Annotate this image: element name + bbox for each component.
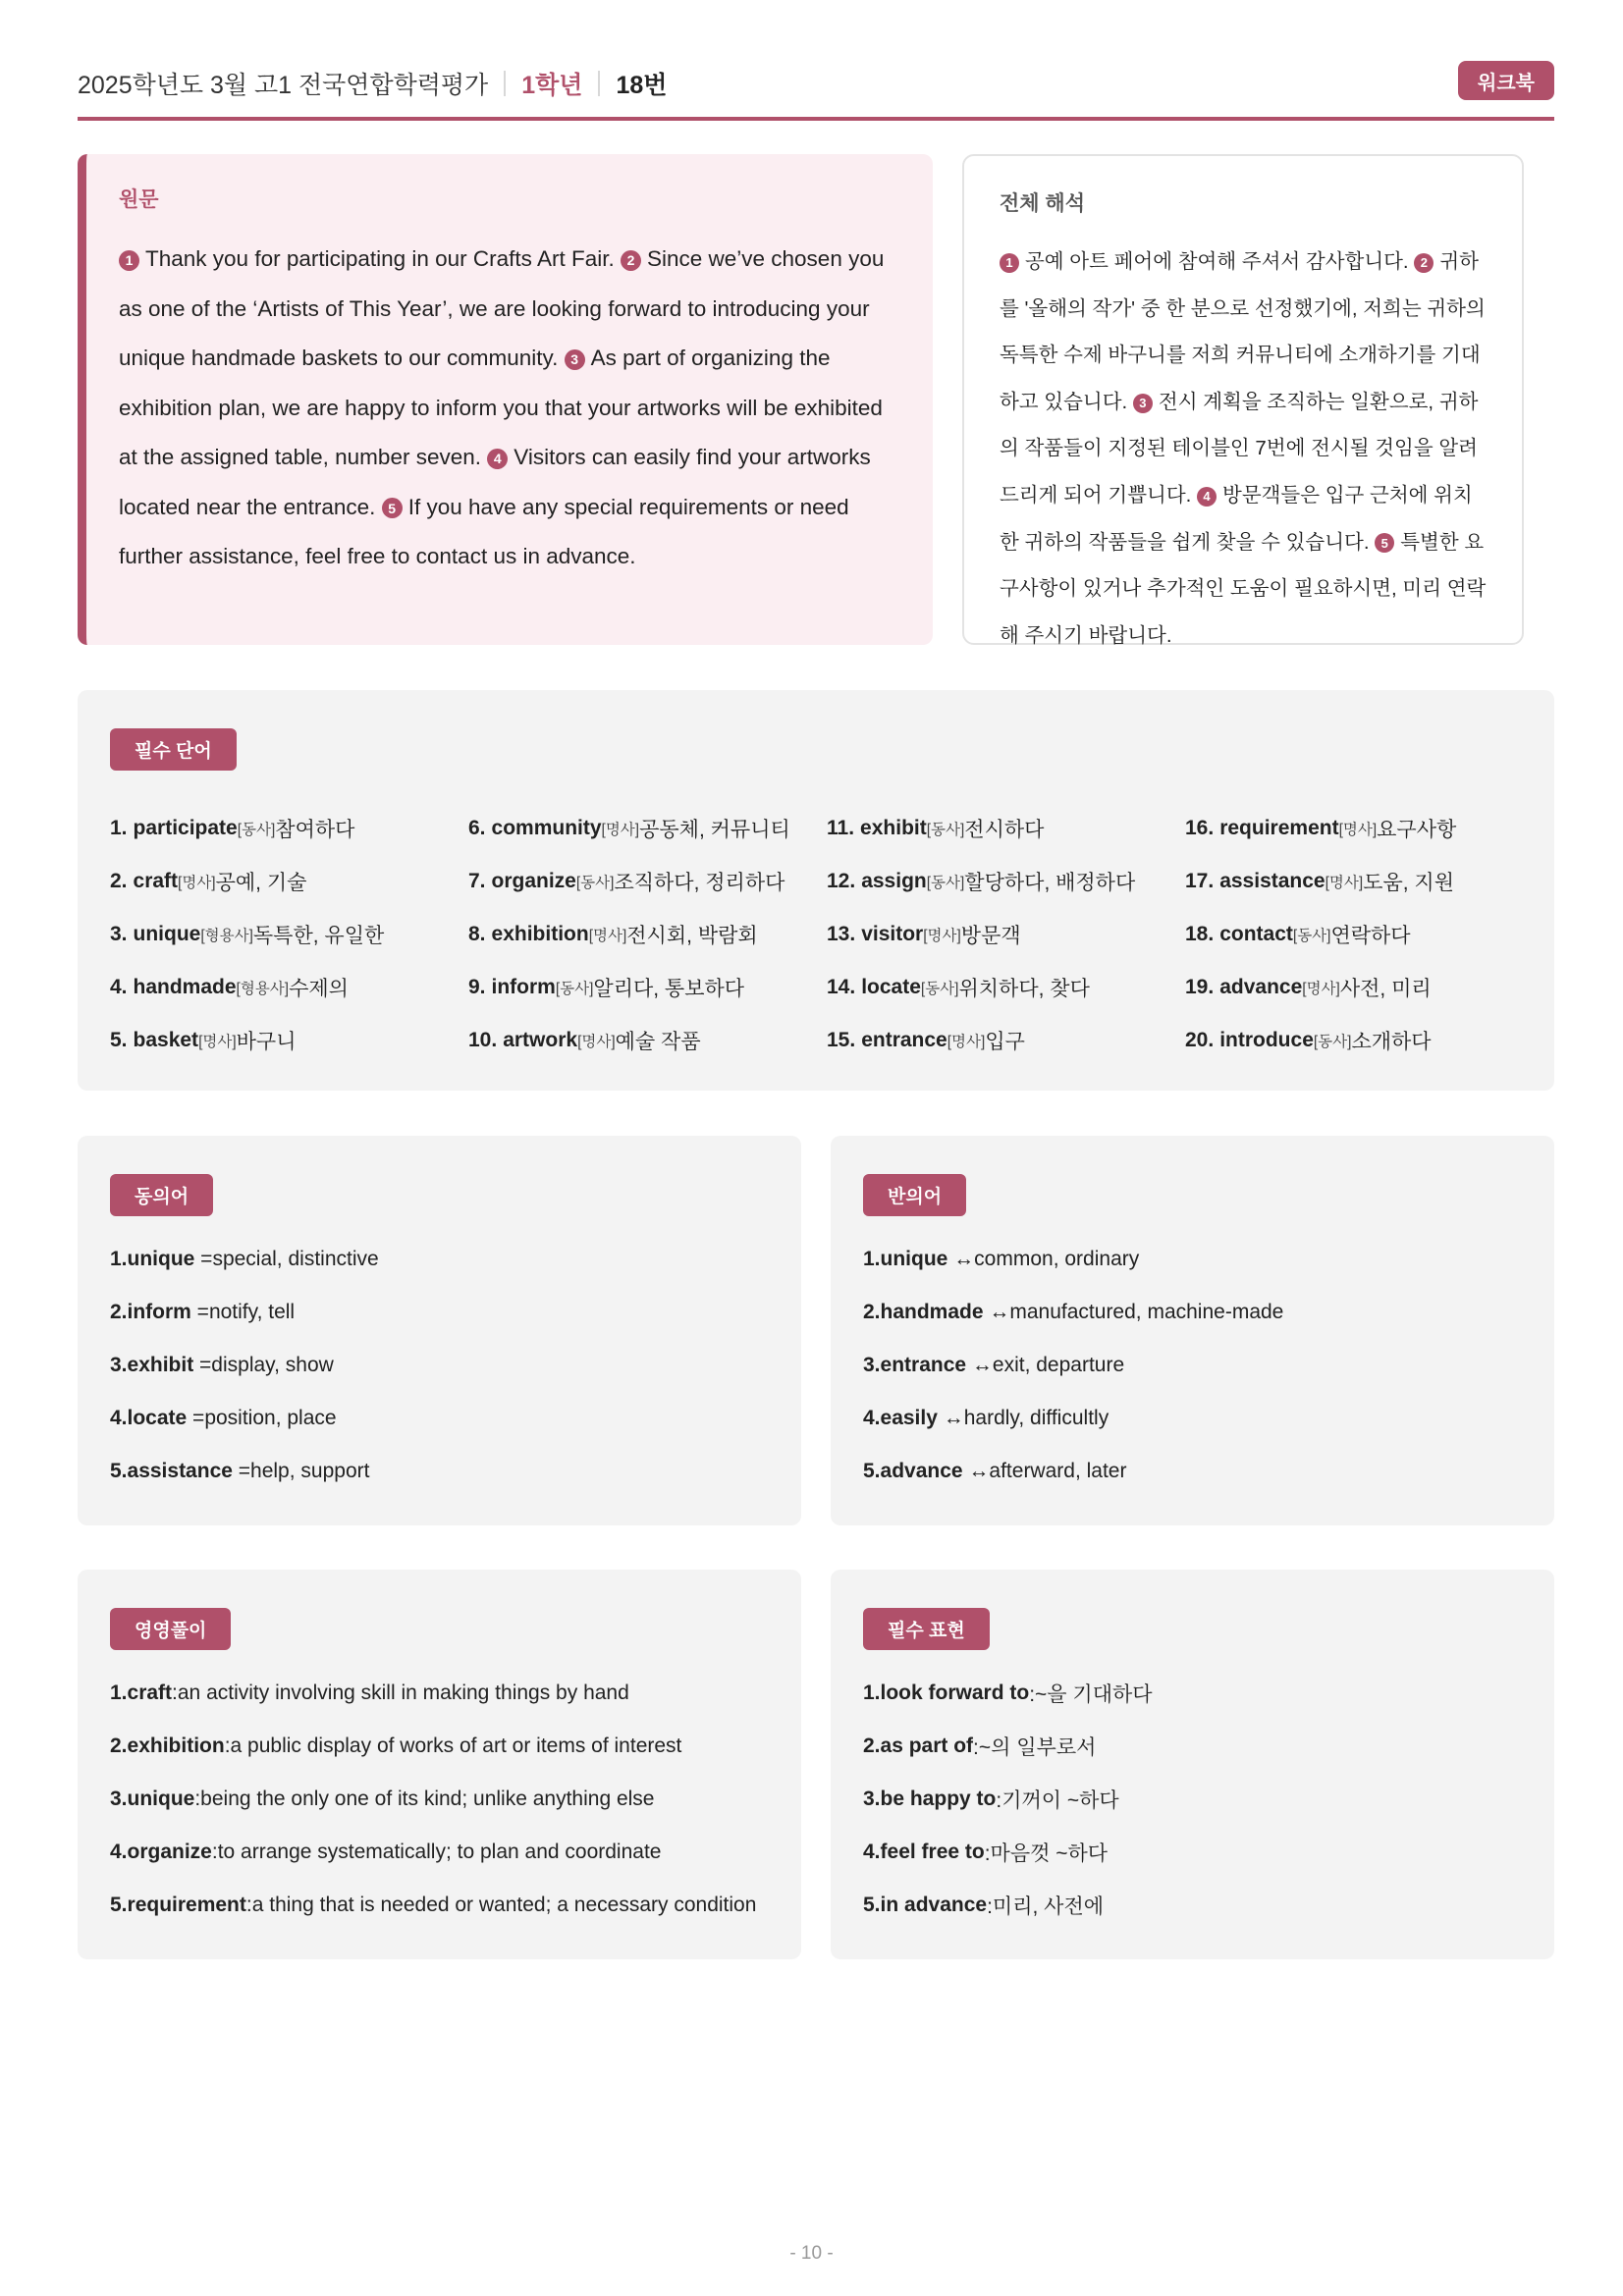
vocab-pos: [동사] [926,822,965,838]
item-relation: :a thing that is needed or wanted; a necessary condition [245,1894,757,1916]
item-relation: =help, support [232,1460,370,1482]
vocab-word: assistance [1219,870,1325,892]
original-sentence: Since we’ve chosen you as one of the ‘Artists of This Year’, we are looking forward to introducing your unique handmade baskets to our community. [119,246,885,370]
vocab-pos: [명사] [1302,981,1340,997]
item-relation: ↔afterward, later [962,1460,1127,1482]
vocab-item [110,855,468,908]
workbook-badge: 워크북 [1458,61,1554,100]
vocab-word: requirement [1219,817,1339,839]
definitions-item [110,1720,756,1773]
item-relation: =notify, tell [190,1301,296,1323]
item-relation: =display, show [193,1354,334,1376]
item-term: look forward to [880,1682,1030,1704]
item-number: 2. [863,1735,881,1757]
item-relation: :a public display of works of art or items of interest [224,1735,682,1757]
vocab-item [1185,855,1543,908]
vocab-pos: [명사] [178,875,216,891]
vocab-number: 4. [110,976,128,998]
vocab-meaning: 공동체, 커뮤니티 [639,819,790,841]
vocab-pos: [동사] [575,875,615,891]
item-term: exhibition [127,1735,225,1757]
vocab-pos: [명사] [198,1034,237,1050]
translation-sentence: 공예 아트 페어에 참여해 주셔서 감사합니다. [1025,250,1415,273]
vocab-meaning: 예술 작품 [615,1031,701,1053]
translation-sentence: 전시 계획을 조직하는 일환으로, 귀하의 작품들이 지정된 테이블인 7번에 전시될 것임을 알려드리게 되어 기쁩니다. [1000,390,1479,507]
vocab-word: locate [861,976,921,998]
definitions-item [110,1773,756,1826]
header-rule [78,117,1554,121]
item-term: exhibit [127,1354,194,1376]
item-term: locate [127,1407,188,1429]
original-sentence: As part of organizing the exhibition plan, we are happy to inform you that your artworks will be exhibited at the assigned table, number seven. [119,346,883,469]
vocab-word: participate [133,817,238,839]
vocab-word: craft [133,870,179,892]
original-passage [119,235,899,582]
sentence-number-badge: 2 [621,250,641,271]
vocab-meaning: 전시회, 박람회 [626,925,758,947]
item-number: 3. [110,1788,128,1810]
vocab-word: inform [491,976,556,998]
vocab-grid [110,802,1543,1067]
vocab-meaning: 바구니 [236,1031,297,1053]
vocab-pos: [명사] [923,928,961,944]
item-relation: :마음껏 ~하다 [984,1842,1109,1865]
divider [598,71,600,96]
antonyms-item [863,1233,1283,1286]
vocab-meaning: 위치하다, 찾다 [958,978,1090,1000]
vocab-pos: [동사] [1292,928,1331,944]
translation-sentence: 귀하를 '올해의 작가' 중 한 분으로 선정했기에, 저희는 귀하의 독특한 수제 바구니를 저희 커뮤니티에 소개하기를 기대하고 있습니다. [1000,250,1486,413]
vocab-pos: [동사] [920,981,959,997]
vocab-number: 9. [468,976,486,998]
antonyms-item [863,1392,1283,1445]
vocab-item [468,961,827,1014]
vocab-meaning: 공예, 기술 [215,872,307,894]
vocab-pos: [동사] [555,981,594,997]
item-relation: ↔common, ordinary [947,1248,1140,1270]
vocab-tag: 필수 단어 [110,728,237,771]
vocab-pos: [명사] [1338,822,1378,838]
item-number: 4. [110,1841,128,1863]
original-sentence: Thank you for participating in our Crafts Art Fair. [145,246,621,271]
vocab-meaning: 사전, 미리 [1339,978,1432,1000]
item-term: in advance [880,1894,988,1916]
synonyms-section [78,1136,801,1525]
sentence-number-badge: 1 [119,250,139,271]
antonyms-tag: 반의어 [863,1174,966,1216]
antonyms-item [863,1286,1283,1339]
synonyms-item [110,1233,379,1286]
translation-box [962,154,1524,645]
item-term: easily [880,1407,938,1429]
vocab-meaning: 참여하다 [275,819,355,841]
vocab-item [1185,961,1543,1014]
vocab-item [110,961,468,1014]
expressions-section [831,1570,1554,1959]
vocab-pos: [명사] [577,1034,616,1050]
vocab-word: handmade [133,976,237,998]
vocab-item [110,1014,468,1067]
item-relation: :~의 일부로서 [973,1736,1097,1759]
item-relation: :미리, 사전에 [987,1896,1105,1918]
vocab-number: 1. [110,817,128,839]
original-sentence: If you have any special requirements or need further assistance, feel free to contact us in advance. [119,494,849,568]
vocab-number: 6. [468,817,486,839]
header-info [78,61,667,106]
definitions-tag: 영영풀이 [110,1608,231,1650]
vocab-number: 12. [827,870,856,892]
item-term: be happy to [880,1788,997,1810]
vocab-word: introduce [1219,1029,1314,1051]
item-term: handmade [880,1301,984,1323]
item-number: 4. [863,1407,881,1429]
vocab-number: 2. [110,870,128,892]
antonyms-list [863,1233,1283,1498]
expressions-tag: 필수 표현 [863,1608,990,1650]
question-number: 18번 [616,72,668,99]
vocab-meaning: 연락하다 [1330,925,1411,947]
vocab-number: 8. [468,923,486,945]
original-passage-box [78,154,933,645]
vocab-word: artwork [503,1029,578,1051]
vocab-meaning: 요구사항 [1377,819,1457,841]
antonyms-item [863,1445,1283,1498]
antonyms-item [863,1339,1283,1392]
vocab-item [827,1014,1185,1067]
vocab-meaning: 도움, 지원 [1363,872,1455,894]
sentence-number-badge: 5 [382,498,403,518]
vocab-item [827,802,1185,855]
item-number: 2. [110,1301,128,1323]
item-relation: :~을 기대하다 [1029,1683,1153,1706]
expressions-item [863,1667,1153,1720]
item-term: organize [127,1841,212,1863]
item-number: 3. [863,1788,881,1810]
vocab-pos: [명사] [601,822,640,838]
synonyms-item [110,1286,379,1339]
item-relation: :an activity involving skill in making things by hand [172,1682,629,1704]
item-number: 1. [863,1248,881,1270]
page-number: - 10 - [789,2243,834,2264]
expressions-item [863,1720,1153,1773]
vocab-item [110,802,468,855]
translation-sentence: 방문객들은 입구 근처에 위치한 귀하의 작품들을 쉽게 찾을 수 있습니다. [1000,483,1473,554]
original-title: 원문 [119,188,159,211]
definitions-item [110,1879,756,1932]
vocab-pos: [명사] [588,928,627,944]
vocab-pos: [형용사] [200,928,253,944]
item-relation: ↔manufactured, machine-made [983,1301,1284,1323]
vocab-word: advance [1219,976,1303,998]
vocab-item [468,802,827,855]
vocab-item [110,908,468,961]
vocab-pos: [명사] [1325,875,1364,891]
vocab-meaning: 입구 [985,1031,1025,1053]
vocab-number: 17. [1185,870,1215,892]
item-relation: :기꺼이 ~하다 [996,1789,1119,1812]
vocab-number: 10. [468,1029,498,1051]
synonyms-tag: 동의어 [110,1174,213,1216]
sentence-number-badge: 2 [1414,253,1434,273]
vocab-meaning: 방문객 [960,925,1021,947]
definitions-list [110,1667,756,1932]
vocab-meaning: 독특한, 유일한 [252,925,385,947]
vocab-item [827,961,1185,1014]
vocab-item [827,855,1185,908]
vocab-number: 7. [468,870,486,892]
vocab-word: organize [491,870,576,892]
vocab-word: assign [861,870,927,892]
item-number: 5. [863,1460,881,1482]
item-number: 4. [110,1407,128,1429]
vocab-meaning: 전시하다 [964,819,1045,841]
sentence-number-badge: 4 [1197,487,1217,507]
vocab-word: visitor [861,923,924,945]
item-term: feel free to [880,1841,985,1863]
translation-title: 전체 해석 [1000,192,1085,215]
item-relation: ↔hardly, difficultly [937,1407,1109,1429]
expressions-item [863,1879,1153,1932]
synonyms-item [110,1392,379,1445]
sentence-number-badge: 3 [1133,394,1153,413]
item-number: 4. [863,1841,881,1863]
vocab-number: 14. [827,976,856,998]
item-term: advance [880,1460,963,1482]
expressions-item [863,1773,1153,1826]
item-term: entrance [880,1354,967,1376]
item-term: unique [127,1248,195,1270]
vocab-meaning: 조직하다, 정리하다 [614,872,785,894]
item-number: 3. [110,1354,128,1376]
sentence-number-badge: 4 [487,449,508,469]
definitions-section [78,1570,801,1959]
vocab-item [1185,1014,1543,1067]
vocab-meaning: 소개하다 [1351,1031,1432,1053]
vocab-item [468,1014,827,1067]
vocab-item [468,908,827,961]
synonyms-item [110,1339,379,1392]
vocab-number: 18. [1185,923,1215,945]
vocab-number: 19. [1185,976,1215,998]
sentence-number-badge: 5 [1375,533,1394,553]
vocab-item [1185,802,1543,855]
vocab-number: 11. [827,817,855,839]
definitions-item [110,1826,756,1879]
item-term: unique [880,1248,948,1270]
vocab-section [78,690,1554,1091]
synonyms-list [110,1233,379,1498]
vocab-word: exhibit [860,817,927,839]
item-term: inform [127,1301,191,1323]
item-relation: :to arrange systematically; to plan and coordinate [211,1841,662,1863]
item-relation: ↔exit, departure [966,1354,1125,1376]
vocab-word: contact [1219,923,1293,945]
item-term: craft [127,1682,173,1704]
vocab-item [1185,908,1543,961]
vocab-item [827,908,1185,961]
vocab-number: 5. [110,1029,128,1051]
item-relation: :being the only one of its kind; unlike anything else [194,1788,655,1810]
vocab-item [468,855,827,908]
vocab-word: basket [133,1029,199,1051]
item-number: 1. [110,1248,128,1270]
item-number: 1. [110,1682,128,1704]
item-relation: =position, place [187,1407,337,1429]
vocab-pos: [동사] [926,875,965,891]
page-header [78,61,1554,120]
vocab-meaning: 할당하다, 배정하다 [964,872,1136,894]
original-sentence: Visitors can easily find your artworks located near the entrance. [119,445,871,519]
translation-passage [1000,239,1487,659]
item-number: 2. [863,1301,881,1323]
item-term: requirement [127,1894,246,1916]
item-number: 3. [863,1354,881,1376]
antonyms-section [831,1136,1554,1525]
vocab-meaning: 수제의 [289,978,349,1000]
item-term: assistance [127,1460,233,1482]
sentence-number-badge: 3 [565,349,585,370]
vocab-word: unique [133,923,201,945]
vocab-number: 16. [1185,817,1215,839]
vocab-number: 15. [827,1029,856,1051]
expressions-item [863,1826,1153,1879]
vocab-pos: [동사] [1313,1034,1352,1050]
translation-sentence: 특별한 요구사항이 있거나 추가적인 도움이 필요하시면, 미리 연락해 주시기 바랍니다. [1000,530,1487,647]
vocab-meaning: 알리다, 통보하다 [593,978,745,1000]
item-number: 5. [110,1894,128,1916]
vocab-number: 3. [110,923,128,945]
item-number: 1. [863,1682,881,1704]
vocab-pos: [형용사] [236,981,290,997]
item-number: 2. [110,1735,128,1757]
vocab-word: exhibition [491,923,589,945]
divider [504,71,506,96]
vocab-number: 13. [827,923,856,945]
vocab-number: 20. [1185,1029,1215,1051]
grade-label: 1학년 [521,72,583,99]
sentence-number-badge: 1 [1000,253,1019,273]
item-relation: =special, distinctive [194,1248,379,1270]
vocab-pos: [명사] [947,1034,986,1050]
exam-title: 2025학년도 3월 고1 전국연합학력평가 [78,72,489,99]
item-term: unique [127,1788,195,1810]
definitions-item [110,1667,756,1720]
vocab-word: entrance [861,1029,947,1051]
vocab-word: community [491,817,602,839]
vocab-pos: [동사] [237,822,276,838]
item-term: as part of [880,1735,974,1757]
item-number: 5. [110,1460,128,1482]
expressions-list [863,1667,1153,1932]
item-number: 5. [863,1894,881,1916]
synonyms-item [110,1445,379,1498]
